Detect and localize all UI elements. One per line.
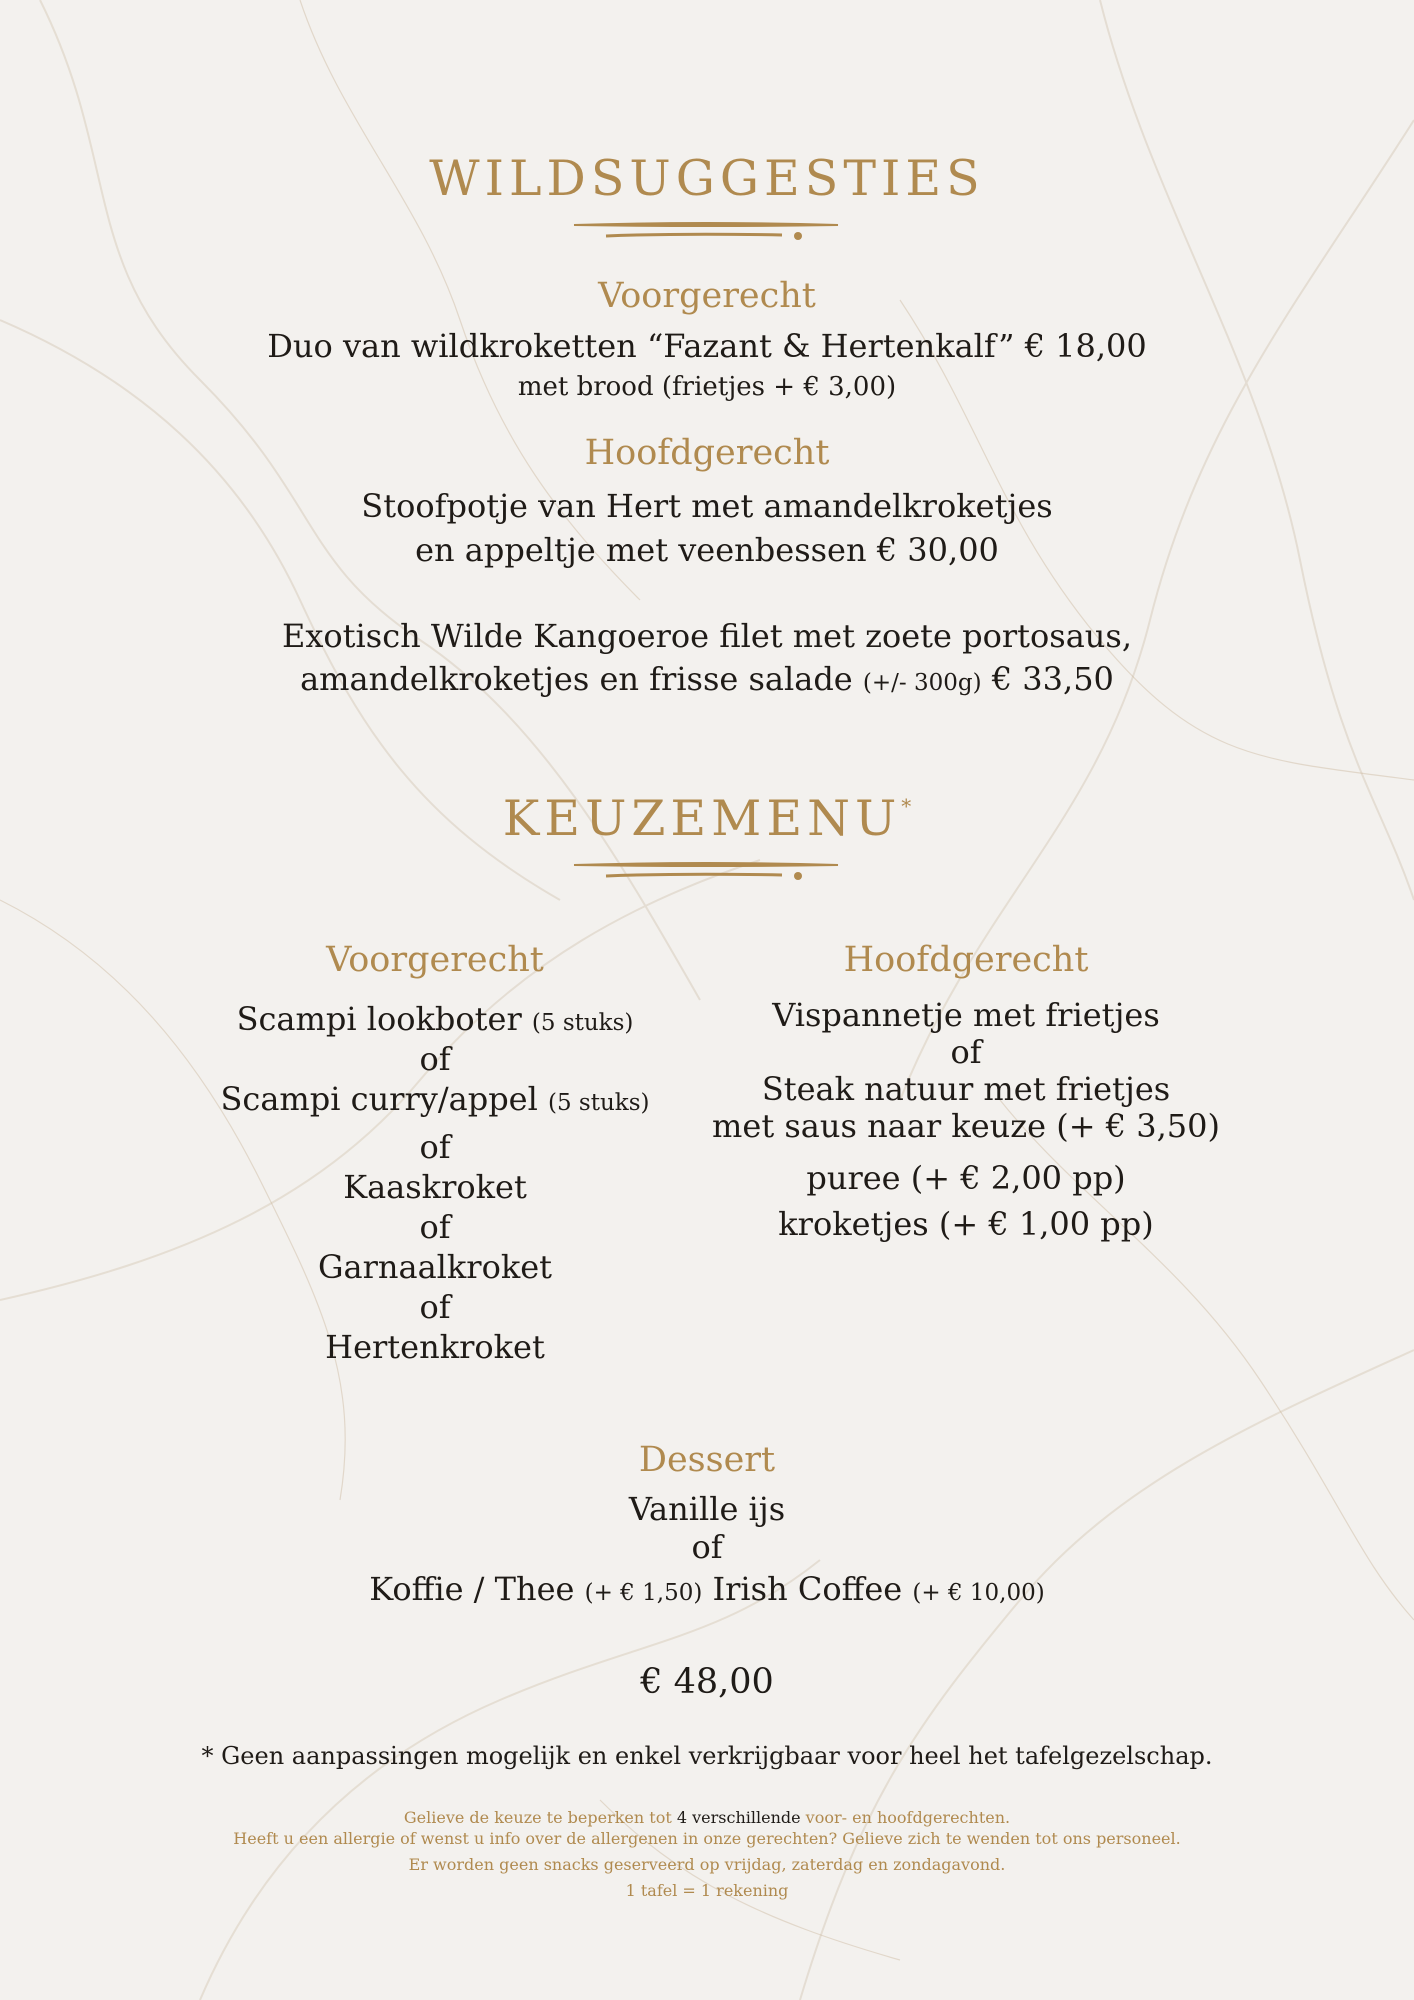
dessert-line1: Vanille ijs [628,1490,786,1528]
wild-main1-line2: en appeltje met veenbessen € 30,00 [415,531,999,569]
list-item: Scampi curry/appel (5 stuks) [220,1080,650,1118]
list-item: Steak natuur met frietjes [761,1070,1171,1108]
list-item: Scampi lookboter (5 stuks) [236,1000,634,1038]
wild-main2-line2: amandelkroketjes en frisse salade (+/- 300g) € 33,50 [300,660,1114,698]
keuze-main-list [686,996,1246,1251]
dessert-line2: of [691,1528,723,1566]
note-line3: Er worden geen snacks geserveerd op vrijdag, zaterdag en zondagavond. [408,1855,1006,1874]
list-item: met saus naar keuze (+ € 3,50) [712,1107,1220,1145]
list-item: kroketjes (+ € 1,00 pp) [778,1205,1154,1243]
dessert-line3: Koffie / Thee (+ € 1,50) Irish Coffee (+ € 10,00) [369,1570,1045,1608]
wild-starter-heading: Voorgerecht [598,276,816,316]
keuze-title: KEUZEMENU* [502,790,912,847]
wild-main-heading: Hoofdgerecht [584,433,830,473]
list-item: of [419,1288,451,1326]
list-item: of [950,1033,982,1071]
gold-divider-ornament [572,862,842,884]
wild-starter-note: met brood (frietjes + € 3,00) [517,372,897,402]
list-item: puree (+ € 2,00 pp) [806,1159,1126,1197]
keuze-main-heading: Hoofdgerecht [843,940,1089,980]
list-item: Vispannetje met frietjes [772,996,1160,1034]
list-item: Garnaalkroket [317,1248,553,1286]
list-item: Hertenkroket [325,1328,545,1366]
list-item: of [419,1040,451,1078]
footnote: * Geen aanpassingen mogelijk en enkel verkrijgbaar voor heel het tafelgezelschap. [201,1742,1213,1770]
wild-starter-dish: Duo van wildkroketten “Fazant & Hertenkalf” € 18,00 [267,327,1147,365]
note-line2: Heeft u een allergie of wenst u info over de allergenen in onze gerechten? Gelieve zich te wenden tot ons personeel. [233,1829,1181,1848]
list-item: Kaaskroket [343,1168,527,1206]
asterisk-mark: * [901,794,912,818]
wild-main2-line1: Exotisch Wilde Kangoeroe filet met zoete portosaus, [282,617,1132,655]
dessert-heading: Dessert [638,1440,776,1480]
gold-divider-ornament [572,222,842,244]
list-item: of [419,1128,451,1166]
keuze-starter-list [155,1000,715,1368]
wild-title: WILDSUGGESTIES [429,150,985,207]
list-item: of [419,1208,451,1246]
note-line4: 1 tafel = 1 rekening [625,1881,789,1900]
note-line1: Gelieve de keuze te beperken tot 4 verschillende voor- en hoofdgerechten. [403,1808,1011,1827]
menu-price: € 48,00 [640,1662,774,1702]
keuze-starter-heading: Voorgerecht [326,940,544,980]
wild-main1-line1: Stoofpotje van Hert met amandelkroketjes [361,487,1053,525]
